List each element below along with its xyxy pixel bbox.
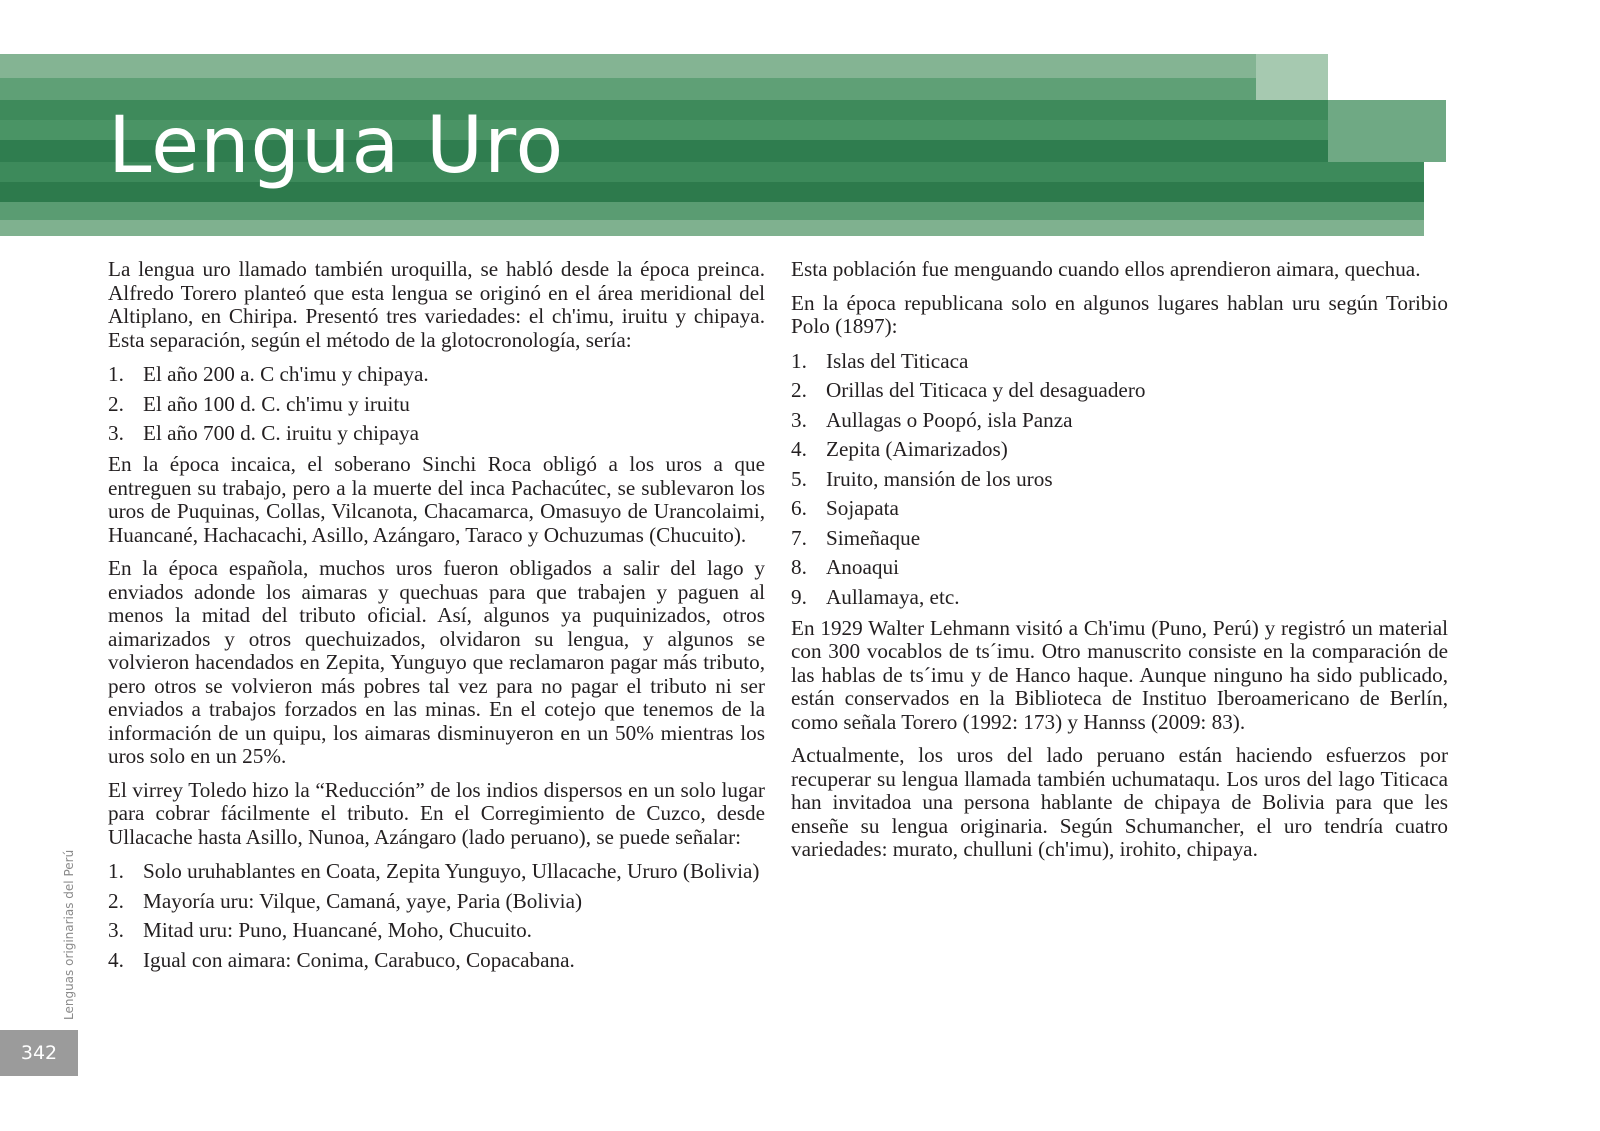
list-number: 4. — [108, 947, 124, 972]
list-number: 1. — [108, 859, 124, 883]
list-text: El año 100 d. C. ch'imu y iruitu — [143, 391, 410, 416]
banner-stripe — [0, 78, 1328, 100]
paragraph: Actualmente, los uros del lado peruano están haciendo esfuerzos por recuperar su lengua llamada también uchumataqu. Los uros del lago Titicaca han invitadoa una persona hablante de chipaya de Bolivia para que les enseñe su lengua originaria. Según Schumancher, el uro tendría cuatro variedades: murato, chulluni (ch'imu), irohito, chipaya. — [791, 743, 1448, 861]
list-text: Igual con aimara: Conima, Carabuco, Copacabana. — [143, 947, 575, 972]
list-item — [108, 859, 765, 883]
list-number: 5. — [791, 466, 807, 491]
list-text: Sojapata — [826, 496, 899, 520]
header-banner — [0, 0, 1600, 240]
list-text: Mayoría uru: Vilque, Camaná, yaye, Paria (Bolivia) — [143, 888, 583, 913]
list-item — [791, 349, 1448, 373]
list-text: Anoaqui — [826, 555, 899, 579]
paragraph: Esta población fue menguando cuando ellos aprendieron aimara, quechua. — [791, 257, 1421, 281]
list-text: Mitad uru: Puno, Huancané, Moho, Chucuito. — [143, 918, 532, 942]
paragraph: La lengua uro llamado también uroquilla, se habló desde la época preinca. Alfredo Torero planteó que esta lengua se originó en el área meridional del Altiplano, en Chiripa. Presentó tres variedades: el ch'imu, iruitu y chipaya. Esta separación, según el método de la glotocronología, sería: — [108, 257, 765, 352]
list-item — [791, 378, 1448, 402]
banner-stripe — [0, 202, 1424, 220]
paragraph: En la época española, muchos uros fueron obligados a salir del lago y enviados adonde los aimaras y quechuas para que trabajen y paguen al menos la mitad del tributo oficial. Así, algunos ya puquinizados, otros aimarizados y otros quechuizados, olvidaron su lengua, y algunos se volvieron hacendados en Zepita, Yunguyo que reclamaron pagar más tributo, pero otros se volvieron más pobres tal vez para no pagar el tributo ni ser enviados a trabajos forzados en las minas. En el cotejo que tenemos de la información de un quipu, los aimaras disminuyeron en un 50% mientras los uros solo en un 25%. — [108, 556, 765, 768]
list-item — [108, 918, 765, 942]
list-item — [108, 948, 765, 972]
list-number: 2. — [108, 888, 124, 913]
banner-step — [1328, 100, 1446, 162]
list-number: 6. — [791, 496, 807, 520]
paragraph: El virrey Toledo hizo la “Reducción” de los indios dispersos en un solo lugar para cobrar fácilmente el tributo. En el Corregimiento de Cuzco, desde Ullacache hasta Asillo, Nunoa, Azángaro (lado peruano), se puede señalar: — [108, 777, 765, 849]
list-item — [791, 555, 1448, 579]
numbered-list — [108, 362, 765, 445]
page-number: 342 — [0, 1030, 78, 1076]
page-title: Lengua Uro — [108, 101, 565, 191]
list-text: El año 200 a. C ch'imu y chipaya. — [143, 362, 429, 386]
list-item — [108, 392, 765, 416]
list-text: Orillas del Titicaca y del desaguadero — [826, 378, 1146, 402]
paragraph: En 1929 Walter Lehmann visitó a Ch'imu (Puno, Perú) y registró un material con 300 vocablos de ts´imu. Otro manuscrito consiste en la comparación de las hablas de ts´imu y de Hanco haque. Aunque ninguno ha sido publicado, están conservados en la Biblioteca de Instituo Iberoamericano de Berlín, como señala Torero (1992: 173) y Hannss (2009: 83). — [791, 615, 1448, 734]
banner-stripe — [0, 220, 1424, 236]
list-text: El año 700 d. C. iruitu y chipaya — [143, 421, 419, 445]
list-text: Aullagas o Poopó, isla Panza — [826, 407, 1073, 432]
list-number: 3. — [108, 918, 124, 942]
list-text: Aullamaya, etc. — [826, 584, 960, 609]
list-number: 9. — [791, 584, 807, 609]
list-item — [791, 408, 1448, 432]
list-text: Solo uruhablantes en Coata, Zepita Yunguyo, Ullacache, Ururo (Bolivia) — [143, 859, 760, 883]
list-text: Iruito, mansión de los uros — [826, 466, 1053, 491]
list-number: 4. — [791, 437, 807, 461]
list-item — [108, 889, 765, 913]
list-item — [108, 362, 765, 386]
list-item — [791, 437, 1448, 461]
list-item — [791, 496, 1448, 520]
right-column — [791, 258, 1448, 872]
list-item — [791, 526, 1448, 550]
list-item — [791, 467, 1448, 491]
numbered-list — [791, 349, 1448, 609]
numbered-list — [108, 859, 765, 972]
list-number: 2. — [791, 378, 807, 402]
list-text: Zepita (Aimarizados) — [826, 437, 1008, 461]
list-number: 2. — [108, 391, 124, 416]
list-text: Islas del Titicaca — [826, 348, 969, 373]
banner-step — [1256, 54, 1328, 100]
list-text: Simeñaque — [826, 525, 921, 550]
list-number: 3. — [791, 407, 807, 432]
left-column — [108, 258, 765, 980]
paragraph: En la época republicana solo en algunos lugares hablan uru según Toribio Polo (1897): — [791, 290, 1448, 338]
list-number: 1. — [791, 348, 807, 373]
list-item — [791, 585, 1448, 609]
paragraph: En la época incaica, el soberano Sinchi Roca obligó a los uros a que entreguen su trabajo, pero a la muerte del inca Pachacútec, se sublevaron los uros de Puquinas, Collas, Vilcanota, Chacamarca, Omasuyo de Urancolaimi, Huancané, Hachacachi, Asillo, Azángaro, Taraco y Ochuzumas (Chucuito). — [108, 452, 765, 547]
banner-stripe — [0, 54, 1256, 78]
list-item — [108, 421, 765, 445]
list-number: 3. — [108, 421, 124, 445]
running-footer-label: Lenguas originarias del Perú — [62, 849, 76, 1020]
list-number: 8. — [791, 555, 807, 579]
list-number: 7. — [791, 525, 807, 550]
list-number: 1. — [108, 362, 124, 386]
